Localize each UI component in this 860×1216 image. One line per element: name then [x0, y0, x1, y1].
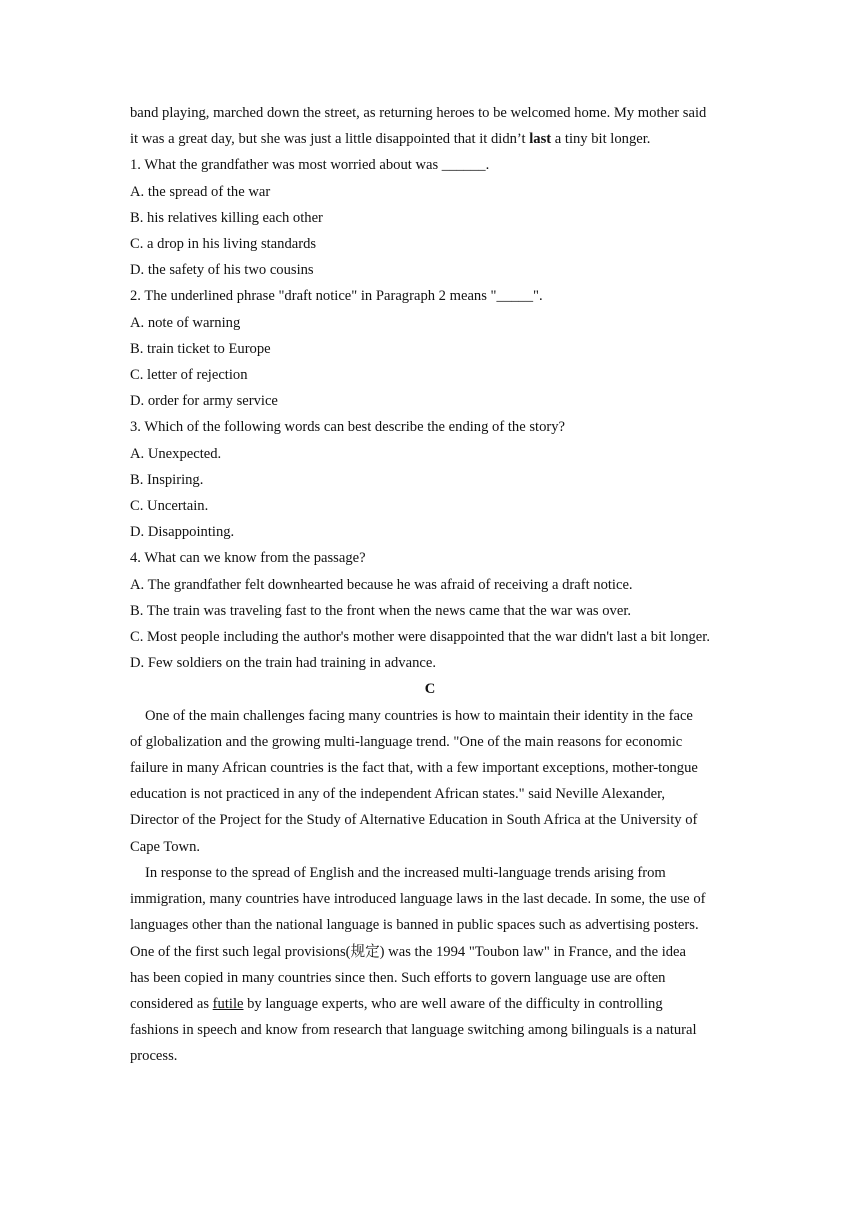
section-c-p1-line-5: Director of the Project for the Study of Alternative Education in South Africa at the University of — [130, 812, 698, 829]
section-c-p2-line-7: fashions in speech and know from research that language switching among bilinguals is a natural — [130, 1022, 697, 1039]
section-c-p2-line-5: has been copied in many countries since then. Such efforts to govern language use are often — [130, 969, 666, 986]
passage-b-line-2-end: a tiny bit longer. — [551, 131, 651, 148]
section-c-p2-line-2: immigration, many countries have introduced language laws in the last decade. In some, the use of — [130, 891, 706, 908]
question-3-option-d: D. Disappointing. — [130, 524, 235, 541]
section-c-p1-line-3: failure in many African countries is the fact that, with a few important exceptions, mother-tongue — [130, 760, 698, 777]
question-2-option-a: A. note of warning — [130, 314, 241, 331]
question-1-stem: 1. What the grandfather was most worried about was ______. — [130, 157, 490, 174]
question-4-option-c: C. Most people including the author's mother were disappointed that the war didn't last a bit longer. — [130, 629, 710, 646]
question-3-option-a: A. Unexpected. — [130, 445, 222, 462]
section-c-p1-line-4: education is not practiced in any of the independent African states." said Neville Alexander, — [130, 786, 666, 803]
section-c-p1-line-6: Cape Town. — [130, 838, 201, 855]
section-c-p2-line-8: process. — [130, 1048, 178, 1065]
section-c-heading: C — [424, 681, 436, 698]
passage-b-line-2 — [130, 126, 740, 152]
question-3-option-c: C. Uncertain. — [130, 498, 209, 515]
section-c-p2-line-4: One of the first such legal provisions(规定) was the 1994 "Toubon law" in France, and the idea — [130, 943, 687, 960]
question-1-option-d: D. the safety of his two cousins — [130, 262, 314, 279]
question-1-option-a: A. the spread of the war — [130, 183, 271, 200]
question-4-option-b: B. The train was traveling fast to the front when the news came that the war was over. — [130, 602, 632, 619]
section-c-p2-line-3: languages other than the national language is banned in public spaces such as advertising posters. — [130, 917, 699, 934]
underlined-word-futile: futile — [212, 995, 244, 1012]
question-1-option-b: B. his relatives killing each other — [130, 209, 323, 226]
question-2-option-d: D. order for army service — [130, 393, 278, 410]
question-3-stem: 3. Which of the following words can best describe the ending of the story? — [130, 419, 565, 436]
section-c-p1-line-2: of globalization and the growing multi-language trend. "One of the main reasons for economic — [130, 733, 683, 750]
question-4-stem: 4. What can we know from the passage? — [130, 550, 366, 567]
question-1-option-c: C. a drop in his living standards — [130, 236, 317, 253]
section-c-p2-line-6 — [130, 991, 740, 1017]
section-c-p2-line-6-end: by language experts, who are well aware of the difficulty in controlling — [243, 995, 663, 1012]
question-3-option-b: B. Inspiring. — [130, 471, 204, 488]
section-c-p1-line-1: One of the main challenges facing many countries is how to maintain their identity in the face — [145, 707, 693, 724]
passage-b-line-1: band playing, marched down the street, as returning heroes to be welcomed home. My mother said — [130, 105, 707, 121]
question-4-option-d: D. Few soldiers on the train had training in advance. — [130, 655, 436, 672]
passage-b-line-2-text: it was a great day, but she was just a little disappointed that it didn’t — [130, 131, 530, 148]
bold-word-last: last — [529, 131, 552, 148]
document-page — [130, 100, 740, 1070]
section-c-p2-line-1: In response to the spread of English and the increased multi-language trends arising from — [145, 864, 666, 881]
question-2-option-b: B. train ticket to Europe — [130, 340, 271, 357]
section-c-p2-line-6-text: considered as — [130, 995, 213, 1012]
question-2-option-c: C. letter of rejection — [130, 367, 248, 384]
question-4-option-a: A. The grandfather felt downhearted because he was afraid of receiving a draft notice. — [130, 576, 633, 593]
question-2-stem: 2. The underlined phrase "draft notice" in Paragraph 2 means "_____". — [130, 288, 543, 305]
